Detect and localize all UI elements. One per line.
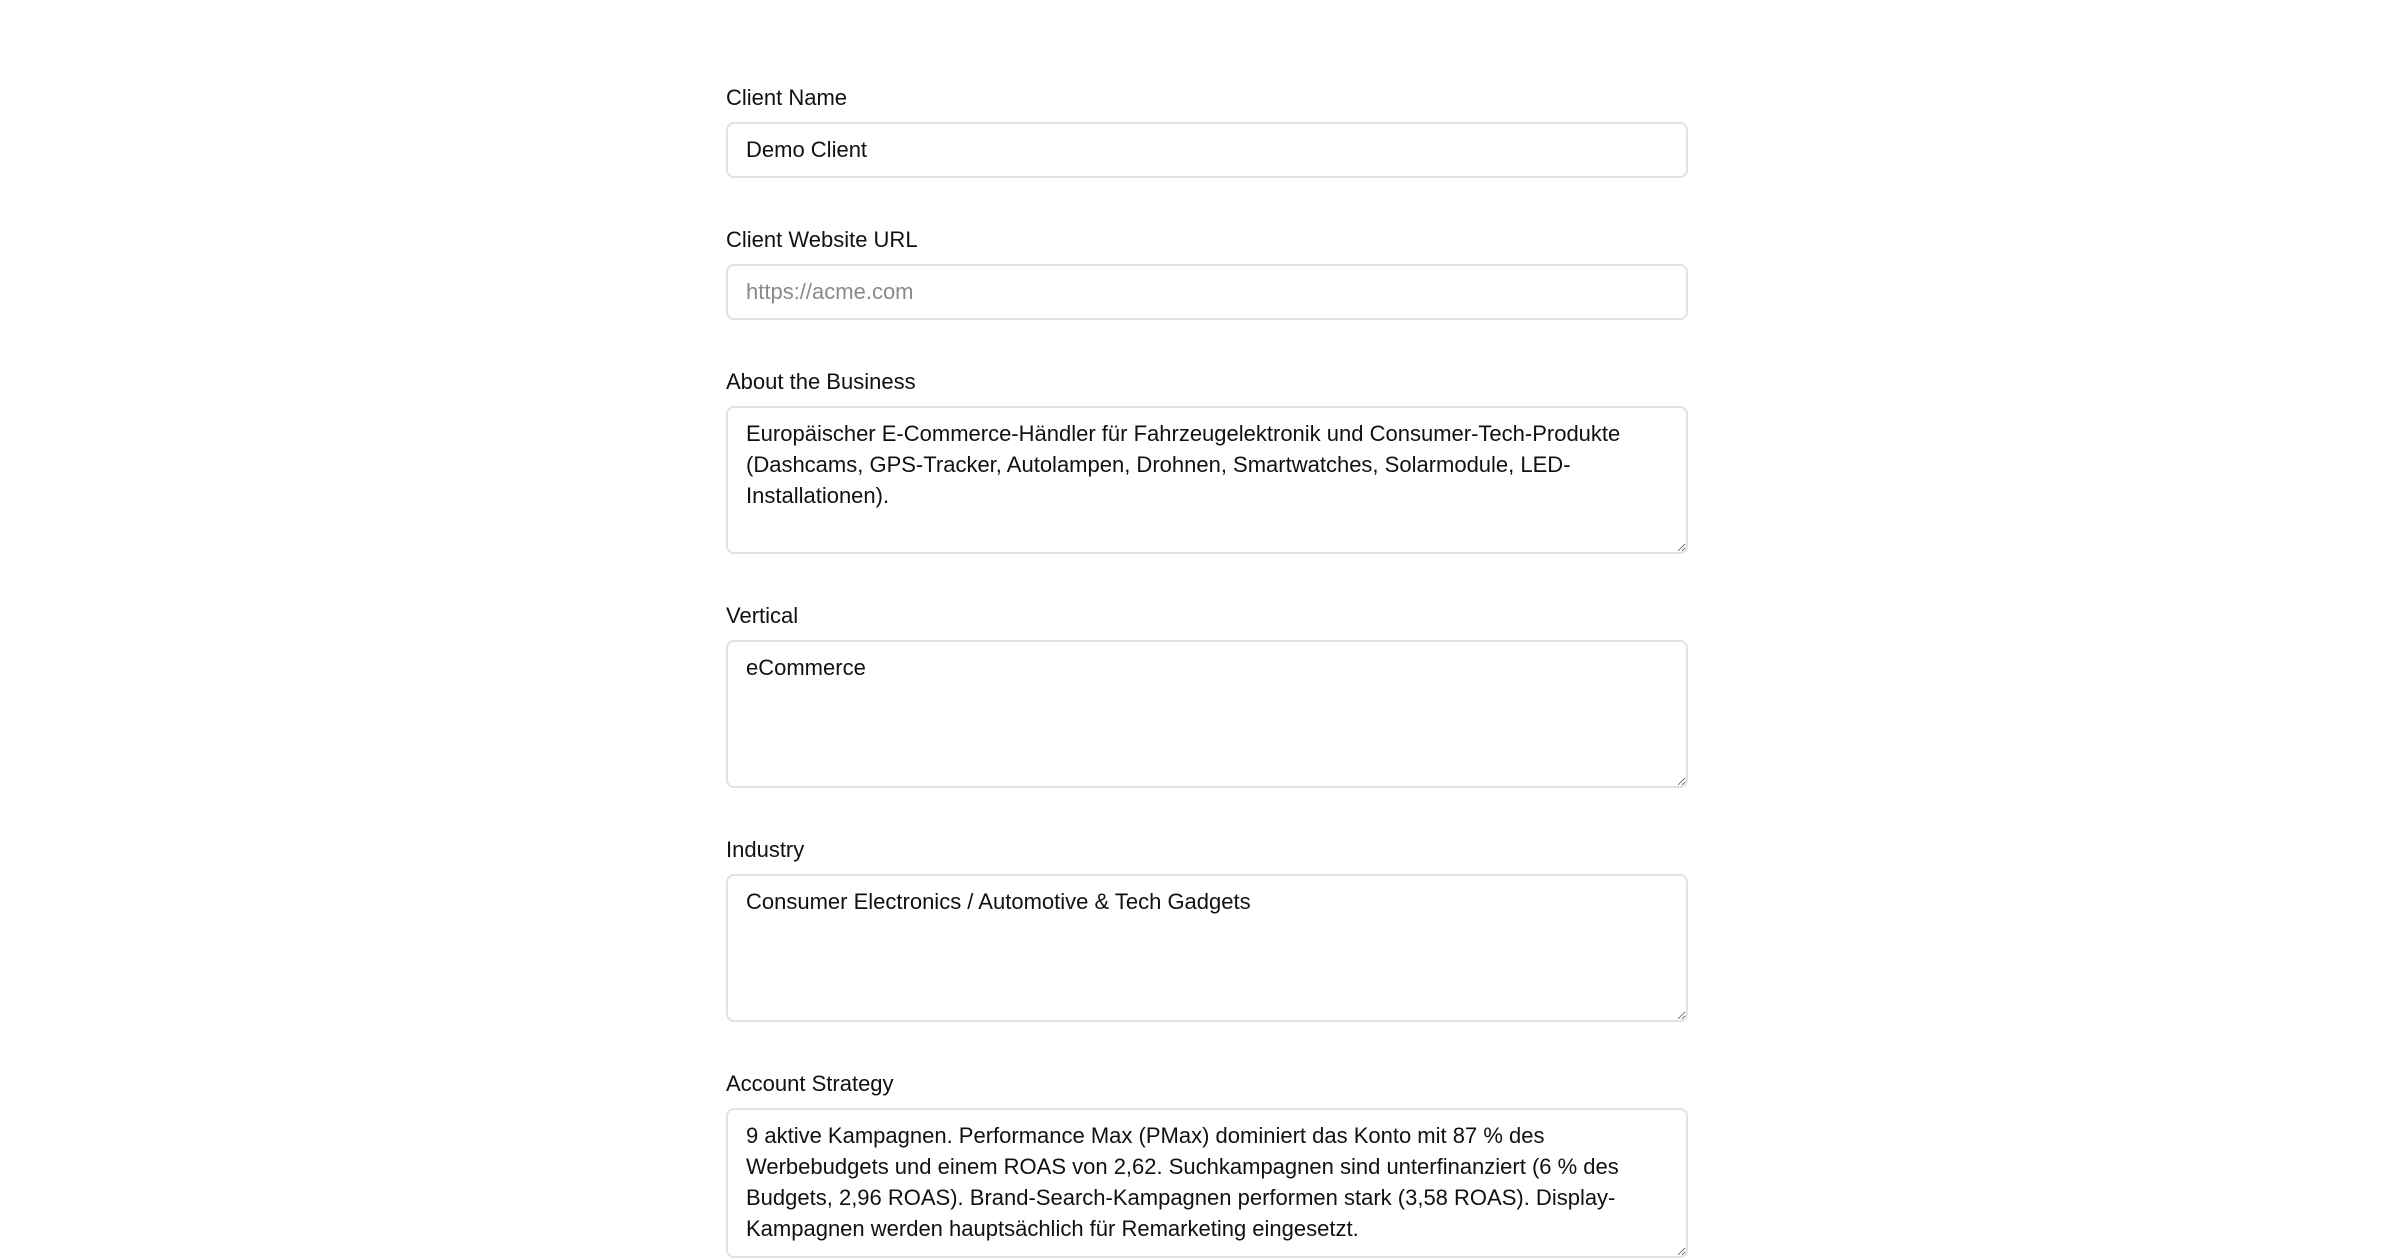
client-website-field [726,224,1688,320]
industry-textarea[interactable] [726,874,1688,1022]
industry-label: Industry [726,837,805,862]
client-website-label: Client Website URL [726,227,918,252]
vertical-field [726,600,1688,788]
account-strategy-textarea[interactable] [726,1108,1688,1258]
client-website-input[interactable] [726,264,1688,320]
about-business-label: About the Business [726,369,916,394]
vertical-label: Vertical [726,603,799,628]
account-strategy-field [726,1068,1688,1258]
about-business-textarea[interactable] [726,406,1688,554]
about-business-field [726,366,1688,554]
client-form [726,82,1688,1258]
industry-field [726,834,1688,1022]
client-name-input[interactable] [726,122,1688,178]
vertical-textarea[interactable] [726,640,1688,788]
client-name-field [726,82,1688,178]
client-name-label: Client Name [726,85,848,110]
account-strategy-label: Account Strategy [726,1071,894,1096]
